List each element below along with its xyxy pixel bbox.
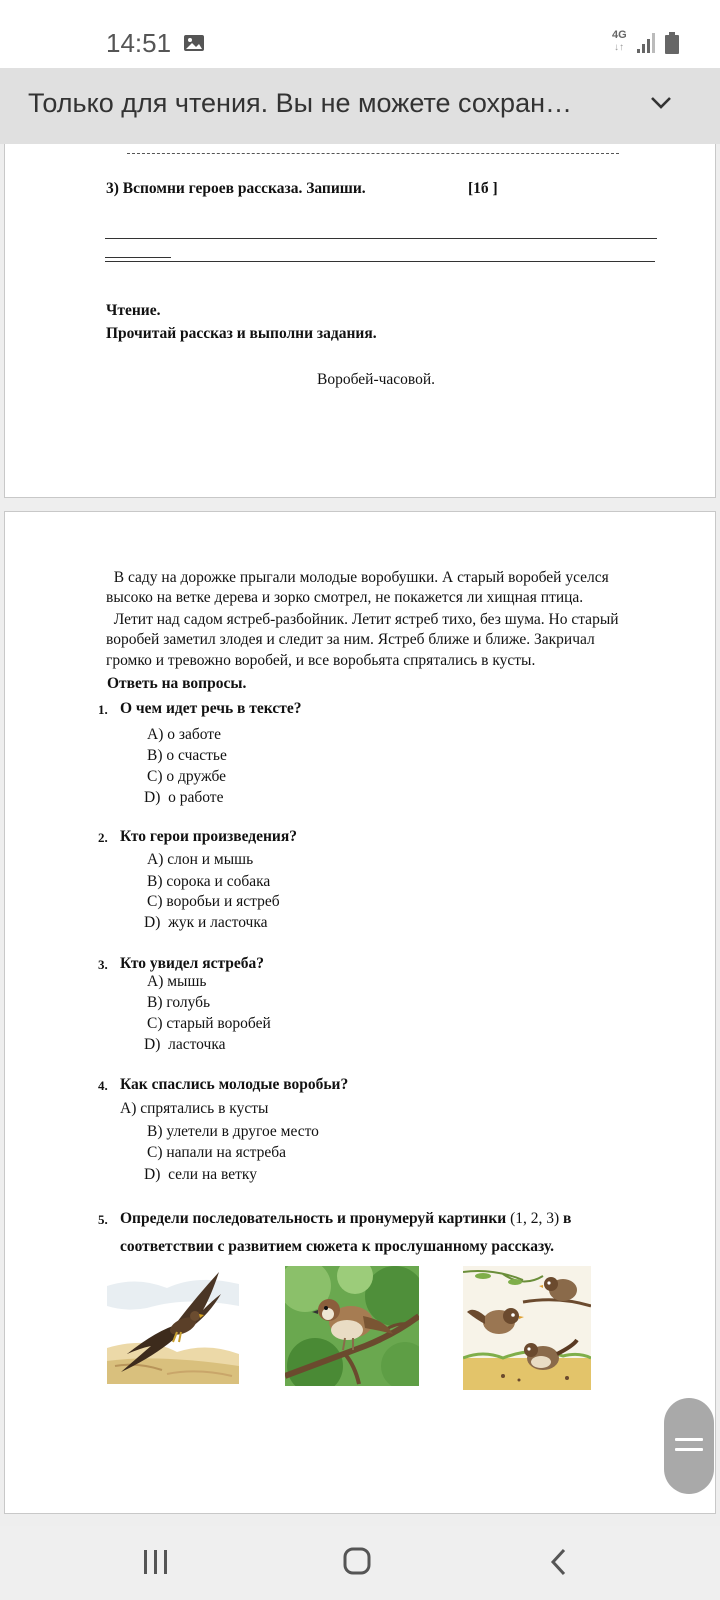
question-number: 2. <box>98 830 108 845</box>
question-5-tail: в <box>559 1210 572 1227</box>
answer-option: А) спрятались в кусты <box>120 1100 269 1117</box>
hawk-flying-image <box>107 1266 239 1384</box>
chevron-down-icon[interactable] <box>650 96 672 110</box>
answer-option: В) улетели в другое место <box>147 1123 319 1140</box>
scroll-handle-grip <box>675 1448 703 1451</box>
answer-heading: Ответь на вопросы. <box>107 675 247 692</box>
question-5-line-1 <box>120 1210 571 1228</box>
document-page-2 <box>4 511 716 1514</box>
answer-option: С) о дружбе <box>147 768 227 785</box>
scroll-handle-grip <box>675 1438 703 1441</box>
question-5-numbers: (1, 2, 3) <box>506 1210 560 1227</box>
answer-option: D) сели на ветку <box>144 1166 257 1183</box>
story-line: воробей заметил злодея и следит за ним. Ястреб ближе и ближе. Закричал <box>106 631 595 648</box>
task-3-points: [1б ] <box>468 180 498 197</box>
answer-line-2 <box>105 261 655 262</box>
answer-option: D) о работе <box>144 789 224 806</box>
story-line: В саду на дорожке прыгали молодые воробушки. А старый воробей уселся <box>106 569 609 586</box>
sparrow-on-branch-image <box>285 1266 419 1386</box>
scroll-handle[interactable] <box>664 1398 714 1494</box>
network-arrows: ↓↑ <box>614 42 624 53</box>
answer-option: D) ласточка <box>144 1036 226 1053</box>
task-3-text: 3) Вспомни героев рассказа. Запиши. <box>106 180 366 197</box>
question-number: 4. <box>98 1078 108 1093</box>
status-time: 14:51 <box>106 28 172 58</box>
answer-option: В) голубь <box>147 994 211 1011</box>
story-line: высоко на ветке дерева и зорко смотрел, не покажется ли хищная птица. <box>106 589 584 606</box>
question-text: Кто увидел ястреба? <box>120 955 265 972</box>
question-number: 3. <box>98 957 108 972</box>
question-number: 5. <box>98 1212 108 1227</box>
answer-option: А) о заботе <box>147 726 221 743</box>
back-icon[interactable] <box>548 1548 570 1576</box>
question-5-bold: Определи последовательность и пронумеруй картинки <box>120 1210 507 1227</box>
story-line: Летит над садом ястреб-разбойник. Летит ястреб тихо, без шума. Но старый <box>106 611 619 628</box>
answer-option: С) воробьи и ястреб <box>147 893 280 910</box>
reading-instruction: Прочитай рассказ и выполни задания. <box>106 325 377 342</box>
question-number: 1. <box>98 702 108 717</box>
status-bar <box>0 0 720 68</box>
dashed-divider <box>127 153 619 154</box>
battery-icon <box>665 32 679 54</box>
answer-line-1 <box>105 238 657 239</box>
question-text: О чем идет речь в тексте? <box>120 700 302 717</box>
answer-option: С) напали на ястреба <box>147 1144 286 1161</box>
banner-text: Только для чтения. Вы не можете сохран… <box>28 88 572 118</box>
question-text: Кто герои произведения? <box>120 828 298 845</box>
story-title: Воробей-часовой. <box>317 371 436 388</box>
answer-option: В) о счастье <box>147 747 227 764</box>
navigation-bar <box>0 1526 720 1600</box>
story-line: громко и тревожно воробей, и все воробьята спрятались в кусты. <box>106 652 536 669</box>
readonly-banner[interactable] <box>0 68 720 144</box>
gallery-icon <box>183 34 205 52</box>
recent-apps-icon[interactable] <box>142 1548 170 1576</box>
young-sparrows-image <box>463 1266 591 1390</box>
answer-line-short <box>105 257 171 258</box>
answer-option: D) жук и ласточка <box>144 914 268 931</box>
answer-option: А) мышь <box>147 973 207 990</box>
question-text: Как спаслись молодые воробьи? <box>120 1076 349 1093</box>
signal-icon <box>636 32 656 54</box>
reading-title: Чтение. <box>106 302 161 319</box>
document-page-1 <box>4 144 716 498</box>
answer-option: А) слон и мышь <box>147 851 254 868</box>
home-icon[interactable] <box>342 1546 372 1576</box>
answer-option: В) сорока и собака <box>147 873 271 890</box>
network-type: 4G <box>612 29 627 41</box>
question-5-line-2: соответствии с развитием сюжета к прослушанному рассказу. <box>120 1238 554 1255</box>
answer-option: С) старый воробей <box>147 1015 271 1032</box>
